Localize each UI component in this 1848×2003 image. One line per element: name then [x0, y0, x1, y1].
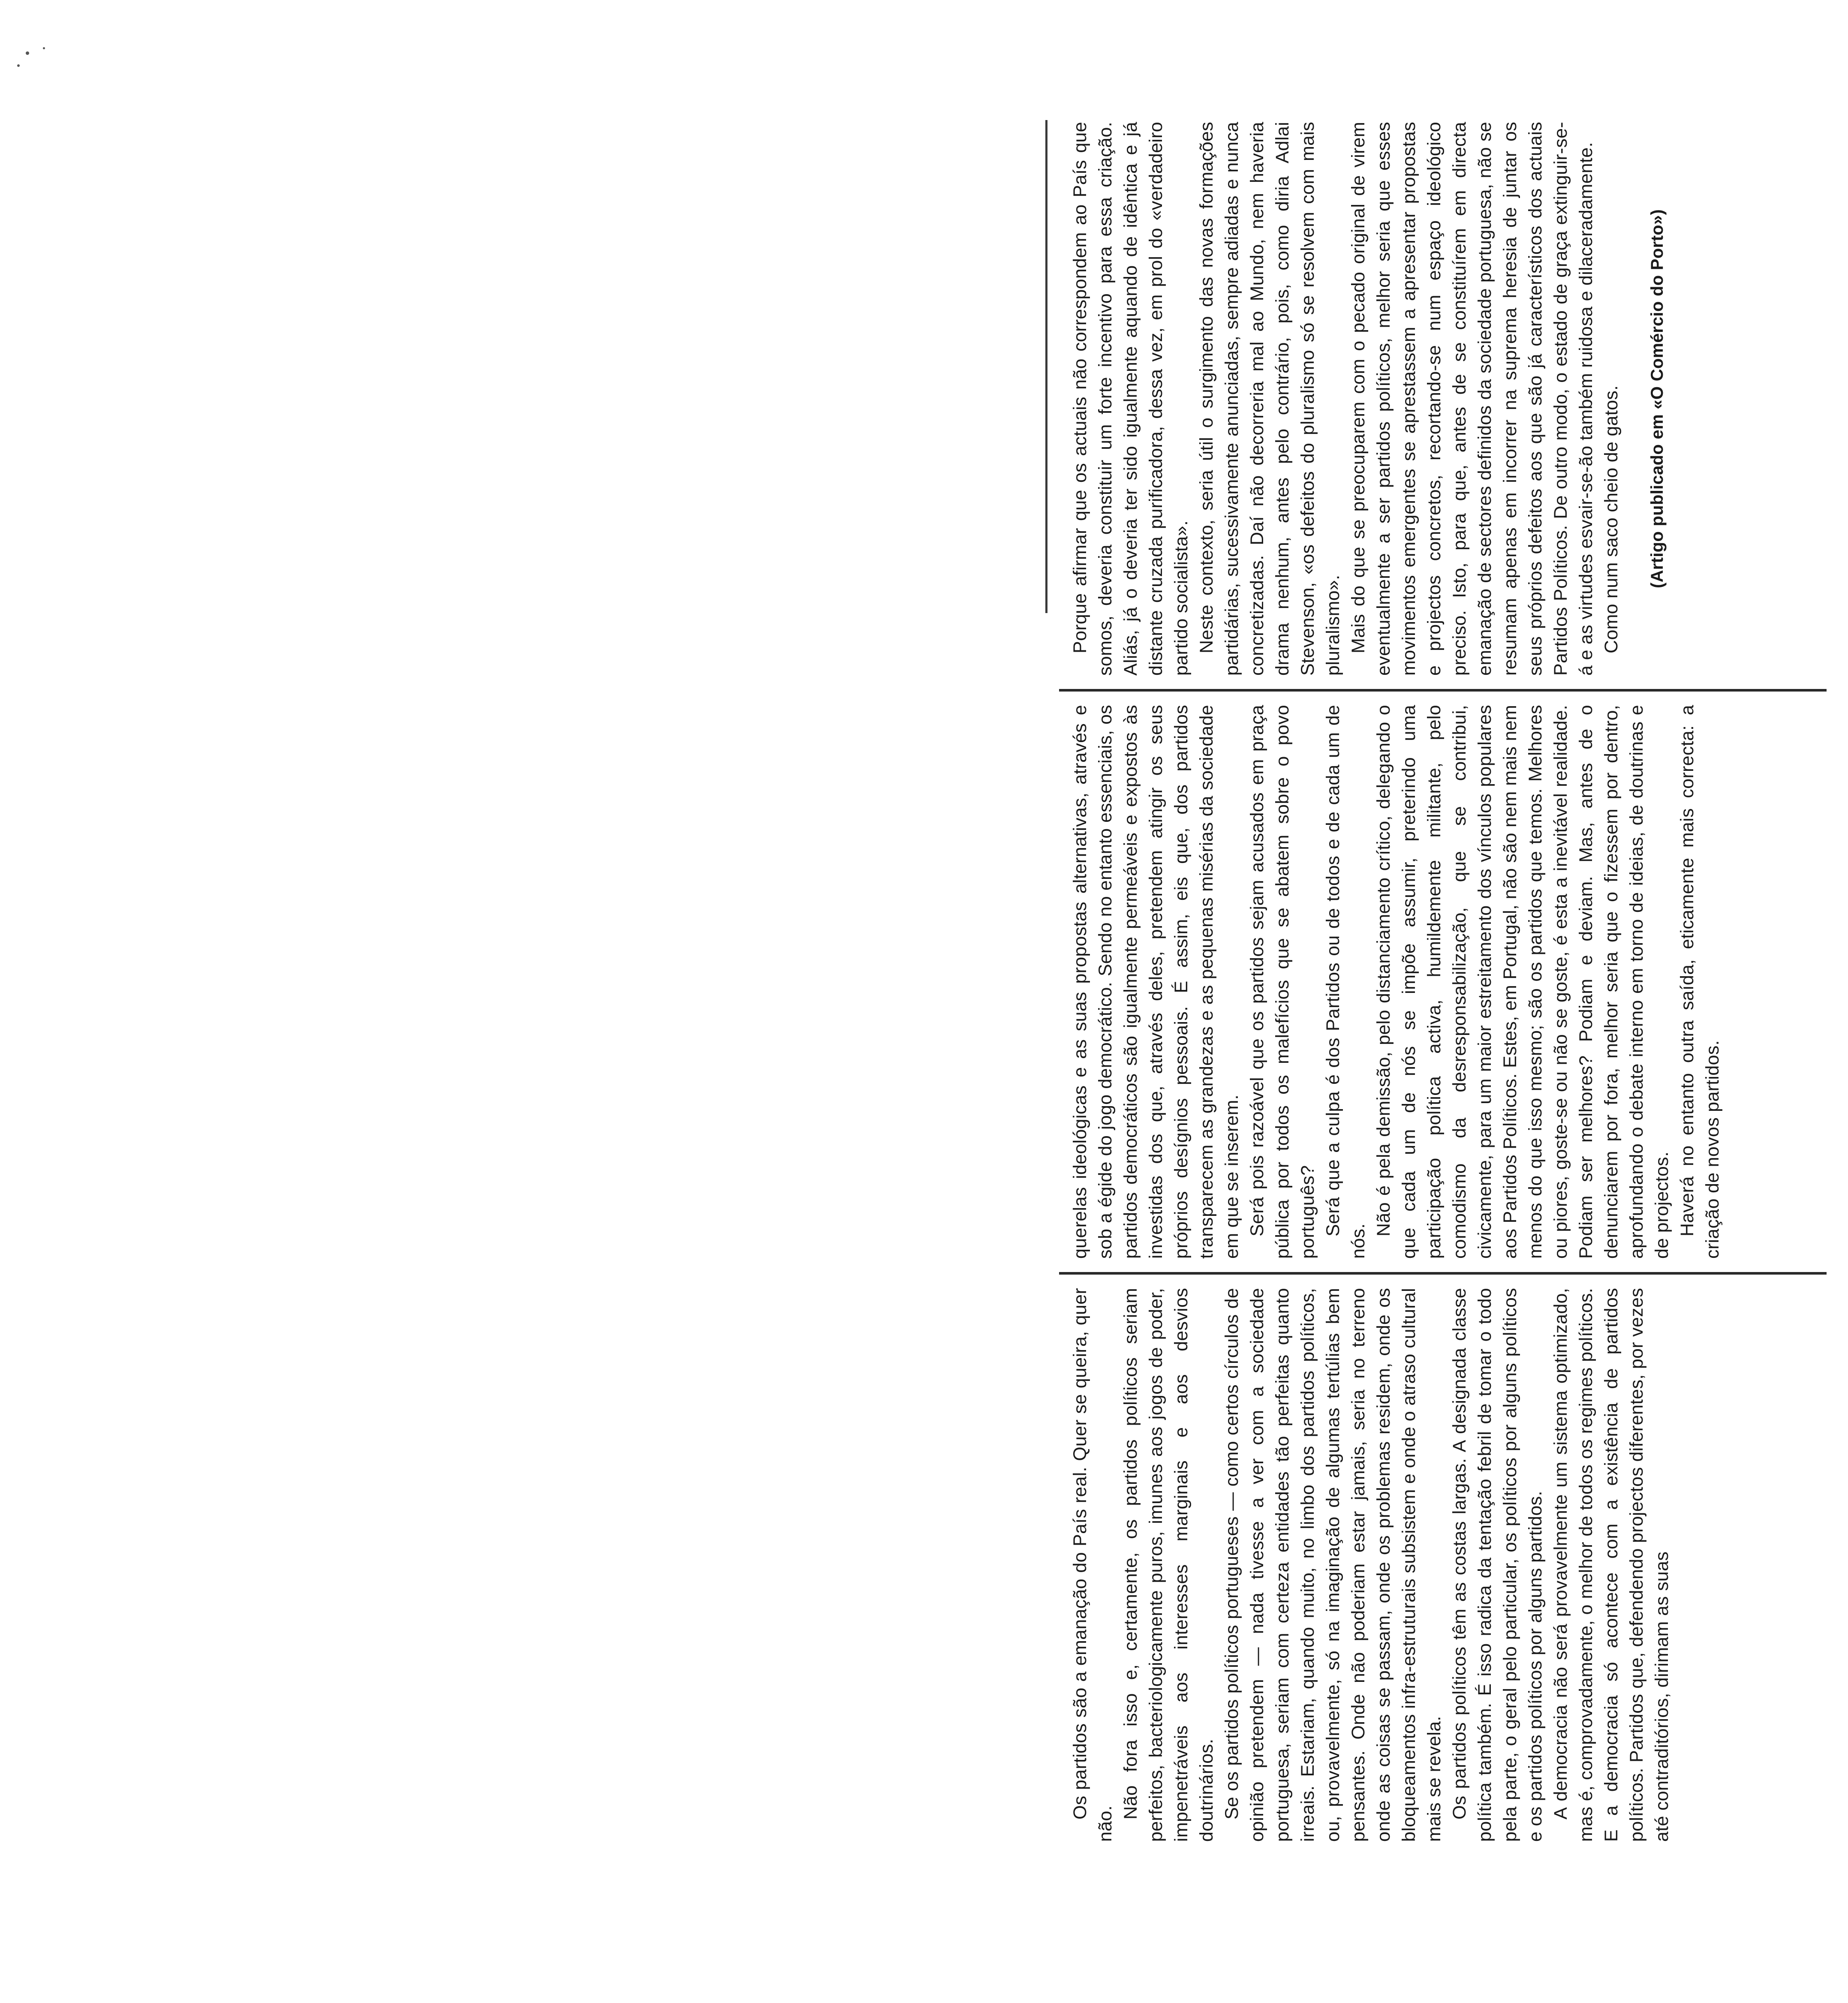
paragraph: A democracia não será provavelmente um sistema optimizado, mas é, comprovadamente, o melhor de todos os regimes políticos. E a democracia só acontece com a existência de partidos políticos. Partidos que, defendendo projectos diferentes, por vezes até contraditórios, dirimam as suas — [1550, 1288, 1672, 1842]
paragraph: Haverá no entanto outra saída, eticamente mais correcta: a criação de novos partidos. — [1677, 705, 1723, 1259]
clipping-top-edge — [1045, 120, 1047, 613]
paragraph: querelas ideológicas e as suas propostas alternativas, através e sob a égide do jogo democrático. Sendo no entanto essenciais, os partidos democráticos são igualmente permeáveis e expostos às investidas dos que, através deles, pretendem atingir os seus próprios desígnios pessoais. É assim, eis que, dos partidos transparecem as grandezas e as pequenas misérias da sociedade em que se inserem. — [1070, 705, 1242, 1259]
paragraph: Os partidos são a emanação do País real. Quer se queira, quer não. — [1070, 1288, 1116, 1842]
scan-speck — [26, 51, 29, 55]
paragraph: Não fora isso e, certamente, os partidos políticos seriam perfeitos, bacteriologicamente puros, imunes aos jogos de poder, impenetráveis aos interesses marginais e aos desvios doutrinários. — [1120, 1288, 1217, 1842]
paragraph: Mais do que se preocuparem com o pecado original de virem eventualmente a ser partidos políticos, melhor seria que esses movimentos emergentes se aprestassem a apresentar propostas e projectos concretos, recortando-se num espaço ideológico preciso. Isto, para que, antes de se constituírem em directa emanação de sectores definidos da sociedade portuguesa, não se resumam apenas em incorrer na suprema heresia de juntar os seus próprios defeitos aos que são já característicos dos actuais Partidos Políticos. De outro modo, o estado de graça extinguir-se-á e as virtudes esvair-se-ão também ruidosa e dilaceradamente. — [1348, 122, 1596, 676]
paragraph: Os partidos políticos têm as costas largas. A designada classe política também. É isso radica da tentação febril de tomar o todo pela parte, o geral pelo particular, os políticos por alguns políticos e os partidos políticos por alguns partidos. — [1449, 1288, 1546, 1842]
scan-speck — [43, 47, 45, 49]
source-credit: (Artigo publicado em «O Comércio do Porto») — [1648, 209, 1667, 589]
article-column-1 — [1068, 1273, 1822, 1856]
paragraph: Será pois razoável que os partidos sejam acusados em praça pública por todos os malefícios que se abatem sobre o povo português? — [1247, 705, 1318, 1259]
paragraph: Será que a culpa é dos Partidos ou de todos e de cada um de nós. — [1323, 705, 1369, 1259]
paragraph: Não é pela demissão, pelo distanciamento crítico, delegando o que cada um de nós se impõe assumir, preterindo uma participação política activa, humildemente militante, pelo comodismo da desresponsabilização, que se contribui, civicamente, para um maior estreitamento dos vínculos populares aos Partidos Políticos. Estes, em Portugal, não são nem mais nem menos do que isso mesmo; são os partidos que temos. Melhores ou piores, goste-se ou não se goste, é esta a inevitável realidade. Podiam ser melhores? Podiam e deviam. Mas, antes de o denunciarem por fora, melhor seria que o fizessem por dentro, aprofundando o debate interno em torno de ideias, de doutrinas e de projectos. — [1373, 705, 1672, 1259]
paragraph: Se os partidos políticos portugueses — como certos círculos de opinião pretendem — nada tivesse a ver com a sociedade portuguesa, seriam com certeza entidades tão perfeitas quanto irreais. Estariam, quando muito, no limbo dos partidos políticos, ou, provavelmente, só na imaginação de algumas tertúlias bem pensantes. Onde não poderiam estar jamais, seria no terreno onde as coisas se passam, onde os problemas residem, onde os bloqueamentos infra-estruturais subsistem e onde o atraso cultural mais se revela. — [1222, 1288, 1445, 1842]
paragraph: Como num saco cheio de gatos. — [1601, 385, 1622, 653]
scan-speck — [17, 64, 20, 67]
newspaper-clipping — [1042, 107, 1848, 1856]
paragraph: Neste contexto, seria útil o surgimento das novas formações partidárias, sucessivamente anunciadas, sempre adiadas e nunca concretizadas. Daí não decorreria mal ao Mundo, nem haveria drama nenhum, antes pelo contrário, pois, como diria Adlai Stevenson, «os defeitos do pluralismo só se resolvem com mais pluralismo». — [1196, 122, 1343, 676]
article-column-3 — [1068, 107, 1822, 690]
paragraph: Porque afirmar que os actuais não correspondem ao País que somos, deveria constituir um forte incentivo para essa criação. Aliás, já o deveria ter sido igualmente aquando de idêntica e já distante cruzada purificadora, dessa vez, em prol do «verdadeiro partido socialista». — [1070, 122, 1192, 676]
article-column-2 — [1068, 690, 1822, 1273]
